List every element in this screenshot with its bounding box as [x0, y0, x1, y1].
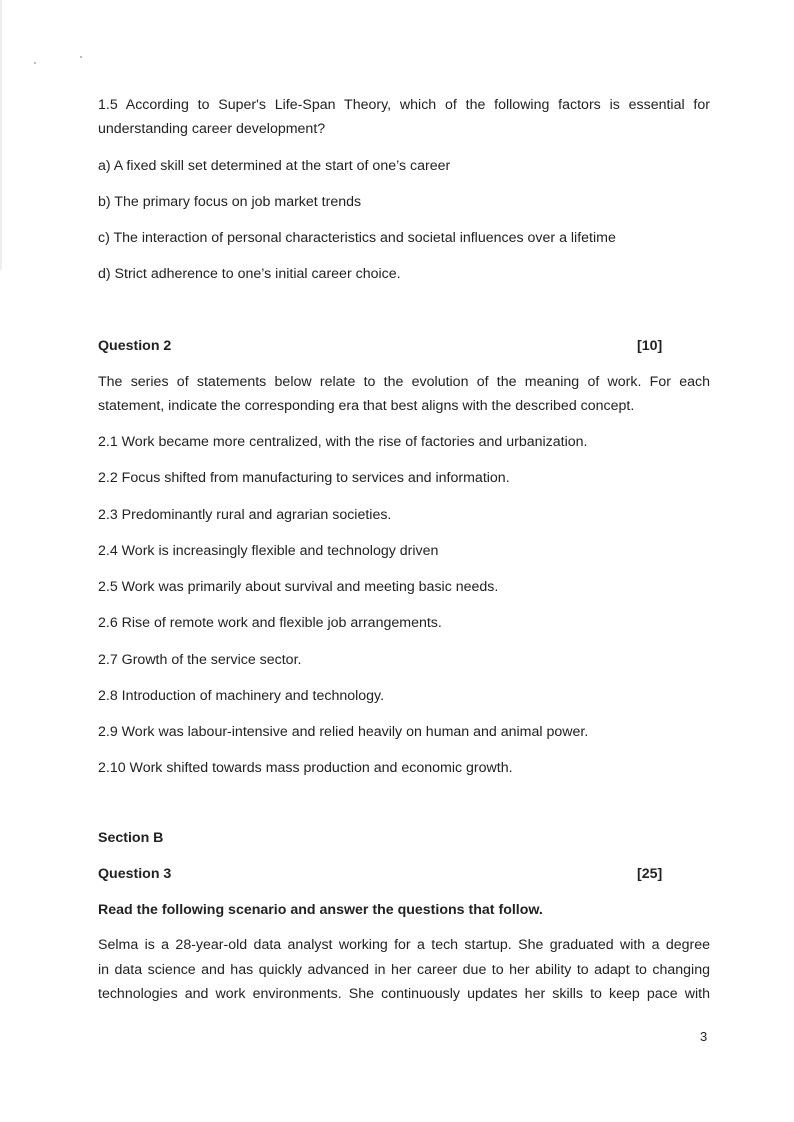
scenario-line: in data science and has quickly advanced in her career due to her ability to adapt to changing [98, 962, 710, 978]
statement-2-5: 2.5 Work was primarily about survival and meeting basic needs. [98, 579, 499, 595]
statement-2-3: 2.3 Predominantly rural and agrarian societies. [98, 507, 392, 523]
option-d: d) Strict adherence to one’s initial career choice. [98, 266, 401, 282]
question-1-5-stem-cont: understanding career development? [98, 121, 326, 137]
scan-speck [80, 56, 82, 58]
question-3-heading: Question 3 [98, 866, 172, 882]
question-3-marks: [25] [637, 866, 663, 882]
statement-2-4: 2.4 Work is increasingly flexible and technology driven [98, 543, 439, 559]
statement-2-2: 2.2 Focus shifted from manufacturing to services and information. [98, 470, 510, 486]
page-number: 3 [700, 1029, 708, 1044]
option-b: b) The primary focus on job market trends [98, 194, 362, 210]
option-a: a) A fixed skill set determined at the start of one’s career [98, 158, 451, 174]
question-2-intro: The series of statements below relate to the evolution of the meaning of work. For each [98, 374, 710, 390]
scenario-line: technologies and work environments. She continuously updates her skills to keep pace with [98, 986, 710, 1002]
section-b-heading: Section B [98, 830, 164, 846]
statement-2-6: 2.6 Rise of remote work and flexible job arrangements. [98, 615, 442, 631]
scenario-line: Selma is a 28-year-old data analyst working for a tech startup. She graduated with a degree [98, 937, 710, 953]
question-3-instruction: Read the following scenario and answer the questions that follow. [98, 902, 543, 918]
statement-2-8: 2.8 Introduction of machinery and technology. [98, 688, 385, 704]
statement-2-10: 2.10 Work shifted towards mass production and economic growth. [98, 760, 513, 776]
scan-edge [0, 0, 2, 270]
statement-2-1: 2.1 Work became more centralized, with the rise of factories and urbanization. [98, 434, 588, 450]
option-c: c) The interaction of personal characteristics and societal influences over a lifetime [98, 230, 616, 246]
question-1-5-stem: 1.5 According to Super's Life-Span Theory, which of the following factors is essential for [98, 97, 710, 113]
statement-2-9: 2.9 Work was labour-intensive and relied heavily on human and animal power. [98, 724, 589, 740]
scan-speck [34, 62, 36, 64]
statement-2-7: 2.7 Growth of the service sector. [98, 652, 302, 668]
question-2-heading: Question 2 [98, 338, 172, 354]
question-2-intro-cont: statement, indicate the corresponding era that best aligns with the described concept. [98, 398, 635, 414]
question-2-marks: [10] [637, 338, 663, 354]
